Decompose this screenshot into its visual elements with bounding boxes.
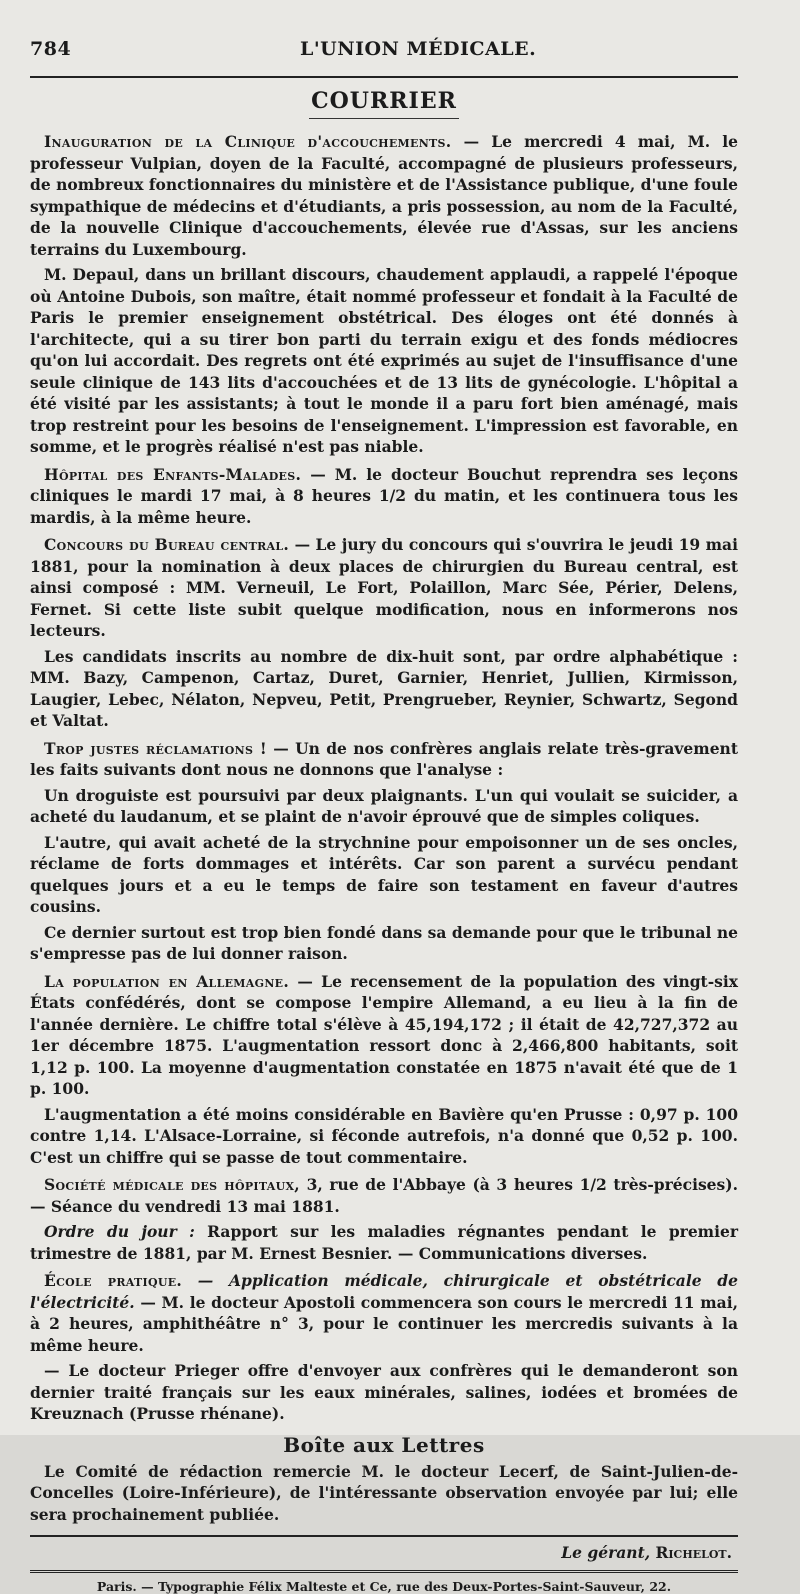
paragraph-text: — Le recensement de la population des vingt-six États confédérés, dont se compose l'empire Allemand, a eu lieu à la fin de l'année dernière. Le chiffre total s'élève à 45,194,172 ; il était de 42,727,372 au 1er décembre 1875. L'augmentation ressort donc à 2,466,800 habitants, soit 1,12 p. 100. La moyenne d'augmentation constatée en 1875 n'avait été que de 1 p. 100. (30, 971, 738, 1098)
paragraph-text: — Le mercredi 4 mai, M. le professeur Vulpian, doyen de la Faculté, accompagné de plusieurs professeurs, de nombreux fonctionnaires du ministère et de l'Assistance publique, d'une foule sympathique de médecins et d'étudiants, a pris possession, au nom de la Faculté, de la nouvelle Clinique d'accouchements, élevée rue d'Assas, sur les anciens terrains du Luxembourg. (30, 132, 739, 259)
journal-title: L'UNION MÉDICALE. (300, 38, 537, 60)
paragraph-clinique (30, 131, 738, 260)
header-rule (30, 76, 738, 78)
paragraph-text: Un droguiste est poursuivi par deux plaignants. L'un qui voulait se suicider, a acheté du laudanum, et se plaint de n'avoir éprouvé que de simples coliques. (30, 785, 738, 826)
paragraph-italic-mid: — Application médicale, chirurgicale et obstétricale de l'électricité. (30, 1271, 738, 1312)
title-rule (309, 118, 459, 119)
paragraph-societe (30, 1174, 738, 1217)
paragraph-lead: Concours du Bureau central. (44, 535, 290, 554)
paragraph-lead: Société médicale des hôpitaux, (44, 1175, 300, 1194)
paragraph-text: Ce dernier surtout est trop bien fondé dans sa demande pour que le tribunal ne s'empresse pas de lui donner raison. (30, 922, 738, 963)
paragraph-text: 3, rue de l'Abbaye (à 3 heures 1/2 très-précises). — Séance du vendredi 13 mai 1881. (30, 1175, 738, 1216)
paragraph-italic-lead: Ordre du jour : (44, 1222, 195, 1241)
paragraph-lead: La population en Allemagne. (44, 971, 290, 991)
paragraph-text: — Un de nos confrères anglais relate très-gravement les faits suivants dont nous ne donnons que l'analyse : (30, 738, 738, 779)
paragraph-text: L'augmentation a été moins considérable en Bavière qu'en Prusse : 0,97 p. 100 contre 1,14. L'Alsace-Lorraine, si féconde autrefois, n'a donné que 0,52 p. 100. C'est un chiffre qui se passe de tout commentaire. (30, 1104, 738, 1167)
article-body (30, 131, 738, 1425)
signature-name: Richelot. (655, 1543, 732, 1562)
paragraph-prieger (30, 1360, 738, 1425)
imprint-rule (30, 1570, 738, 1573)
paragraph-text: — Le jury du concours qui s'ouvrira le jeudi 19 mai 1881, pour la nomination à deux places de chirurgien du Bureau central, est ainsi composé : MM. Verneuil, Le Fort, Polaillon, Marc Sée, Périer, Delens, Fernet. Si cette liste subit quelque modification, nous en informerons nos lecteurs. (30, 535, 738, 640)
paragraph-droguiste (30, 785, 738, 828)
paragraph-text: L'autre, qui avait acheté de la strychnine pour empoisonner un de ses oncles, réclame de forts dommages et intérêts. Car son parent a survécu pendant quelques jours et a eu le temps de faire son testament en faveur d'autres cousins. (30, 832, 738, 916)
paragraph-reclamations (30, 738, 738, 781)
paragraph-lead: École pratique. (44, 1271, 183, 1290)
section-title: COURRIER (311, 88, 457, 114)
page-number: 784 (30, 38, 72, 60)
paragraph-population (30, 971, 738, 1100)
paragraph-text: — M. le docteur Apostoli commencera son cours le mercredi 11 mai, à 2 heures, amphithéâtre n° 3, pour le continuer les mercredis suivants à la même heure. (30, 1292, 738, 1355)
paragraph-lead: Hôpital des Enfants-Malades. (44, 464, 302, 484)
paragraph-ecole (30, 1270, 738, 1356)
signature-rule (30, 1535, 738, 1537)
paragraph-text: — Le docteur Prieger offre d'envoyer aux confrères qui le demanderont son dernier traité français sur les eaux minérales, salines, iodées et bromées de Kreuznach (Prusse rhénane). (30, 1361, 738, 1423)
signature (30, 1543, 732, 1562)
paragraph-text: Les candidats inscrits au nombre de dix-huit sont, par ordre alphabétique : MM. Bazy, Campenon, Cartaz, Duret, Garnier, Henriet, Jullien, Kirmisson, Laugier, Lebec, Nélaton, Nepveu, Petit, Prengrueber, Reynier, Schwartz, Segond et Valtat. (30, 646, 738, 730)
paragraph-depaul (30, 264, 738, 458)
paragraph-strychnine (30, 832, 738, 918)
paragraph-ordre-du-jour (30, 1221, 738, 1264)
paragraph-concours (30, 534, 738, 642)
paragraph-text: — M. le docteur Bouchut reprendra ses leçons cliniques le mardi 17 mai, à 8 heures 1/2 du matin, et les continuera tous les mardis, à la même heure. (30, 464, 738, 527)
paragraph-lead: Inauguration de la Clinique d'accouchements. (44, 132, 452, 151)
box-paragraph (30, 1461, 738, 1526)
paragraph-tribunal (30, 922, 738, 965)
paragraph-candidats (30, 646, 738, 732)
paragraph-enfants-malades (30, 464, 738, 529)
paragraph-text: Rapport sur les maladies régnantes pendant le premier trimestre de 1881, par M. Ernest Besnier. — Communications diverses. (30, 1222, 738, 1263)
imprint: Paris. — Typographie Félix Malteste et Ce, rue des Deux-Portes-Saint-Sauveur, 22. (96, 1579, 672, 1594)
signature-role: Le gérant, (561, 1543, 651, 1562)
paragraph-text: M. Depaul, dans un brillant discours, chaudement applaudi, a rappelé l'époque où Antoine Dubois, son maître, était nommé professeur et fondait à la Faculté de Paris le premier enseignement obstétrical. Des éloges ont été donnés à l'architecte, qui a su tirer bon parti du terrain exigu et des fonds médiocres qu'on lui accordait. Des regrets ont été exprimés au sujet de l'insuffisance d'une seule clinique de 143 lits d'accouchées et de 13 lits de gynécologie. L'hôpital a été visité par les assistants; à tout le monde il a paru fort bien aménagé, mais trop restreint pour les besoins de l'enseignement. L'impression est favorable, en somme, et le progrès réalisé n'est pas niable. (30, 265, 738, 456)
paragraph-text: Le Comité de rédaction remercie M. le docteur Lecerf, de Saint-Julien-de-Concelles (Loire-Inférieure), de l'intéressante observation envoyée par lui; elle sera prochainement publiée. (30, 1461, 738, 1524)
paragraph-baviere (30, 1104, 738, 1169)
running-head (30, 38, 738, 72)
box-title: Boîte aux Lettres (283, 1432, 485, 1457)
paragraph-lead: Trop justes réclamations ! (44, 738, 267, 758)
